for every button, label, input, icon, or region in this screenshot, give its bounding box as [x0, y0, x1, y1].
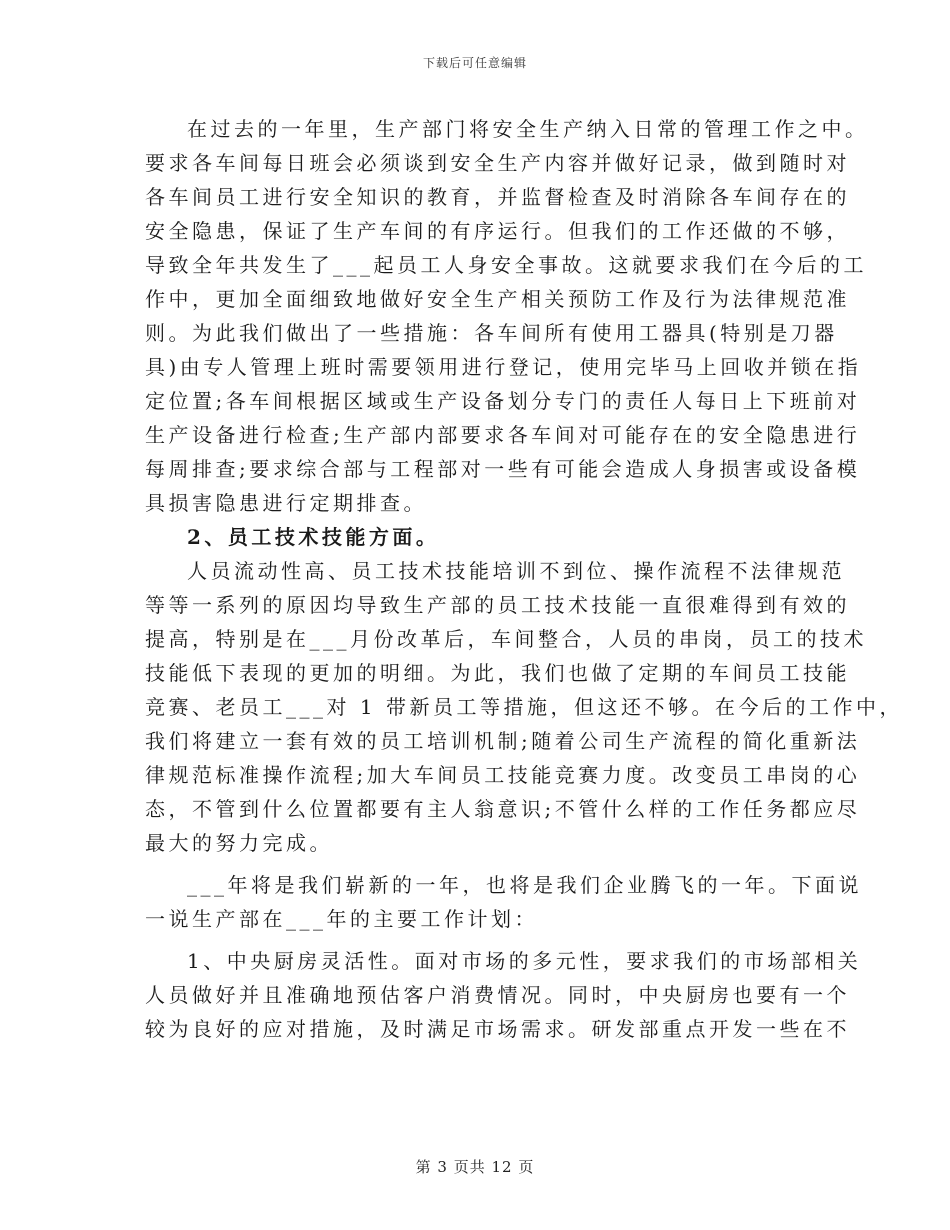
page-number: 第 3 页共 12 页	[415, 1158, 535, 1176]
paragraph-gap	[145, 860, 805, 868]
text-line: 人员流动性高、员工技术技能培训不到位、操作流程不法律规范	[187, 559, 845, 583]
text-line: 各车间员工进行安全知识的教育，并监督检查及时消除各车间存在的	[145, 185, 850, 209]
text-line: 作中，更加全面细致地做好安全生产相关预防工作及行为法律规范准	[145, 287, 850, 311]
paragraph-gap	[145, 936, 805, 944]
text-line: 1、中央厨房灵活性。面对市场的多元性，要求我们的市场部相关	[187, 949, 862, 973]
text-line: 安全隐患，保证了生产车间的有序运行。但我们的工作还做的不够，	[145, 219, 850, 243]
text-line: 技能低下表现的更加的明细。为此，我们也做了定期的车间员工技能	[145, 661, 850, 685]
text-line: 我们将建立一套有效的员工培训机制;随着公司生产流程的简化重新法	[145, 729, 861, 753]
text-line: 较为良好的应对措施，及时满足市场需求。研发部重点开发一些在不	[145, 1017, 850, 1041]
text-line: 在过去的一年里，生产部门将安全生产纳入日常的管理工作之中。	[187, 117, 869, 141]
text-line: 一说生产部在___年的主要工作计划：	[145, 907, 538, 931]
text-line: 具)由专人管理上班时需要领用进行登记，使用完毕马上回收并锁在指	[145, 355, 862, 379]
text-line: 定位置;各车间根据区域或生产设备划分专门的责任人每日上下班前对	[145, 389, 861, 413]
text-line: 态，不管到什么位置都要有主人翁意识;不管什么样的工作任务都应尽	[145, 797, 861, 821]
page-header: 下载后可任意编辑	[422, 56, 527, 70]
text-line: 最大的努力完成。	[145, 831, 333, 855]
text-line: 等等一系列的原因均导致生产部的员工技术技能一直很难得到有效的	[145, 593, 850, 617]
text-line: 律规范标准操作流程;加大车间员工技能竞赛力度。改变员工串岗的心	[145, 763, 861, 787]
text-line: 导致全年共发生了___起员工人身安全事故。这就要求我们在今后的工	[145, 253, 867, 277]
text-line: 人员做好并且准确地预估客户消费情况。同时，中央厨房也要有一个	[145, 983, 850, 1007]
text-line: 则。为此我们做出了一些措施：各车间所有使用工器具(特别是刀器	[145, 321, 838, 345]
text-line: ___年将是我们崭新的一年，也将是我们企业腾飞的一年。下面说	[187, 873, 862, 897]
text-line: 提高，特别是在___月份改革后，车间整合，人员的串岗，员工的技术	[145, 627, 867, 651]
section-heading-line: 2、员工技术技能方面。	[187, 525, 440, 549]
text-line: 具损害隐患进行定期排查。	[145, 491, 427, 515]
text-line: 生产设备进行检查;生产部内部要求各车间对可能存在的安全隐患进行	[145, 423, 861, 447]
text-line: 竞赛、老员工___对 1 带新员工等措施，但这还不够。在今后的工作中，	[145, 695, 903, 719]
document-body	[145, 112, 903, 1046]
text-line: 要求各车间每日班会必须谈到安全生产内容并做好记录，做到随时对	[145, 151, 850, 175]
text-line: 每周排查;要求综合部与工程部对一些有可能会造成人身损害或设备模	[145, 457, 861, 481]
